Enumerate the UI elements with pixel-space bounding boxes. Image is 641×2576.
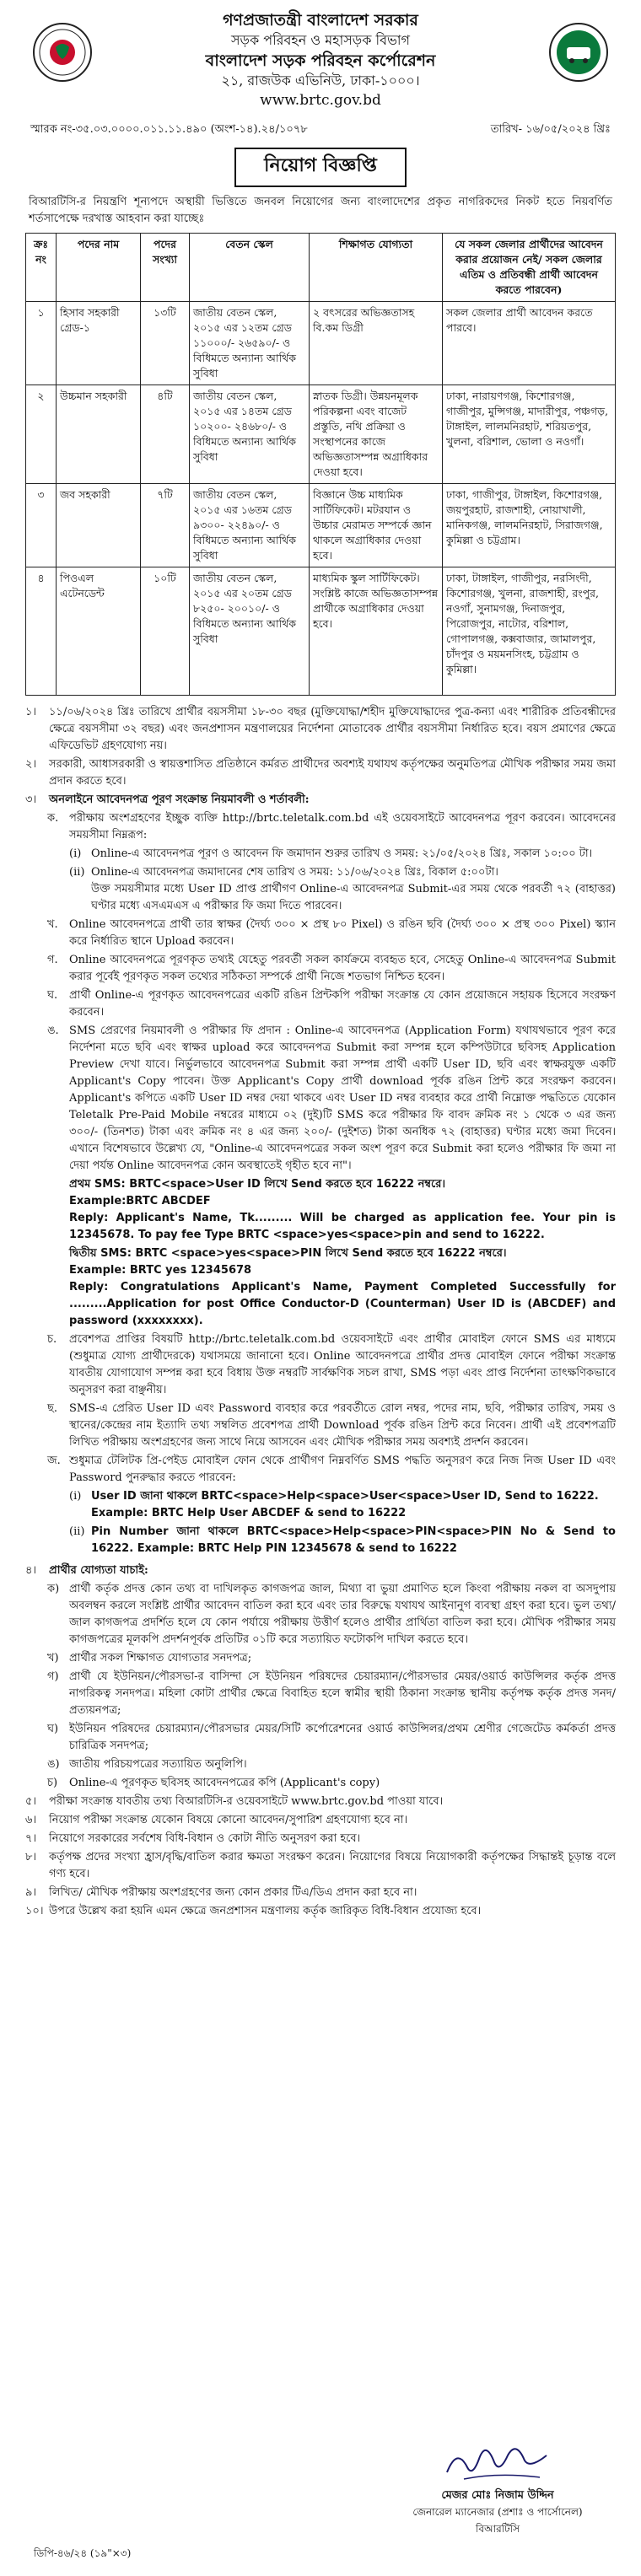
intro-text: বিআরটিসি-র নিয়ন্ত্রণি শূন্যপদে অস্থায়ী ভিত্তিতে জনবল নিয়োগের জন্য বাংলাদেশের প্রকৃত নাগরিকদের নিকট হতে নিয়বর্ণিত শর্তসাপেক্ষে দরখাস্ত আহবান করা যাচ্ছেঃ xyxy=(29,196,612,225)
cell-education: বিজ্ঞানে উচ্চ মাধ্যমিক সার্টিফিকেট। মটরযান ও উচ্চার মেরামত সম্পর্কে জ্ঞান থাকলে অগ্রাধিকার দেওয়া হবে। xyxy=(310,484,443,567)
eligibility-false-info: ক) প্রার্থী কর্তৃক প্রদত্ত কোন তথ্য বা দাখিলকৃত কাগজপত্র জাল, মিথ্যা বা ভুয়া প্রমাণিত হলে কিংবা পরীক্ষায় নকল বা অসদুপায় অবলম্বন করলে সংশ্লিষ্ট প্রার্থীর আবেদন বাতিল করা হবে এবং তার বিরুদ্ধে যথাযথ আইনানুগ ব্যবস্থা গ্রহণ করা হবে। ভুল তথ্য/জাল কাগজপত্র প্রদর্শিত হলে যে কোন পর্যায়ে পরীক্ষায় উত্তীর্ণ হলেও প্রার্থীর প্রার্থিতা বাতিল করা হবে। মৌখিক পরীক্ষার সময় কাগজপত্রের মূলকপি প্রদর্শনপূর্বক প্রতিটির ০১টি করে সত্যায়িত ফটোকপি দাখিল করতে হবে। xyxy=(47,1583,616,1646)
sms-second-instruction: দ্বিতীয় SMS: BRTC <space>yes<space>PIN লিখে Send করতে হবে 16222 নম্বরে। xyxy=(69,1247,507,1260)
eligibility-character: ঘ) ইউনিয়ন পরিষদের চেয়ারম্যান/পৌরসভার মেয়র/সিটি কর্পোরেশনের ওয়ার্ড কাউন্সিলর/প্রথম শ্রেণীর গেজেটেড কর্মকর্তা প্রদত্ত চারিত্রিক সনদপত্র; xyxy=(47,1723,616,1752)
cell-districts: ঢাকা, গাজীপুর, টাঙ্গাইল, কিশোরগঞ্জ, জয়পুরহাট, রাজশাহী, নোয়াখালী, মানিকগঞ্জ, লালমনিরহাট, সিরাজগঞ্জ, কুমিল্লা ও চট্টগ্রাম। xyxy=(443,484,616,567)
cell-sl: ১ xyxy=(26,302,57,385)
note-rules: ১০। উপরে উল্লেখ করা হয়নি এমন ক্ষেত্রে জনপ্রশাসন মন্ত্রণালয় কর্তৃক জারিকৃত বিধি-বিধান প্রযোজ্য হবে। xyxy=(25,1905,482,1917)
cell-districts: সকল জেলার প্রার্থী আবেদন করতে পারবে। xyxy=(443,302,616,385)
cell-scale: জাতীয় বেতন স্কেল, ২০১৫ এর ২০তম গ্রেড ৮২৫০- ২০০১০/- ও বিধিমতে অন্যান্য আর্থিক সুবিধা xyxy=(190,567,310,696)
note-fee-window: উক্ত সময়সীমার মধ্যে User ID প্রাপ্ত প্রার্থীগণ Online-এ আবেদনপত্র Submit-এর সময় থেকে পরবর্তী ৭২ (বাহাত্তর) ঘণ্টার মধ্যে এসএমএস এ পরীক্ষার ফি জমা দিতে পারবেন। xyxy=(91,883,616,912)
note-admit-card: চ. প্রবেশপত্র প্রাপ্তির বিষয়টি http://brtc.teletalk.com.bd ওয়েবসাইটে এবং প্রার্থীর মোবাইল ফোনে SMS এর মাধ্যমে (শুধুমাত্র যোগ্য প্রার্থীদেরকে) যথাসময়ে জানানো হবে। Online আবেদনপত্রে প্রার্থীর প্রদত্ত মোবাইল ফোনে পরীক্ষা সংক্রান্ত যাবতীয় যোগাযোগ সম্পন্ন করা হবে বিধায় উক্ত নম্বরটি সার্বক্ষণিক সচল রাখা, SMS পড়া এবং প্রাপ্ত নির্দেশনা তাৎক্ষণিকভাবে অনুসরণ করা বাঞ্ছনীয়। xyxy=(47,1333,616,1396)
note-quota: ৭। নিয়োগে সরকারের সর্বশেষ বিধি-বিধান ও কোটা নীতি অনুসরণ করা হবে। xyxy=(25,1832,361,1845)
eligibility-nid: ঙ) জাতীয় পরিচয়পত্রের সত্যায়িত অনুলিপি। xyxy=(47,1758,247,1771)
note-end-date: (ii) Online-এ আবেদনপত্র জমাদানের শেষ তারিখ ও সময়: ১১/০৬/২০২৪ খ্রিঃ, বিকাল ৫:০০টা। উক্ত সময়সীমার মধ্যে User ID প্রাপ্ত প্রার্থীগণ Online-এ আবেদনপত্র Submit-এর সময় থেকে পরবর্তী ৭২ (বাহাত্তর) ঘণ্টার মধ্যে এসএমএস এ পরীক্ষার ফি জমা দিতে পারবেন। xyxy=(69,866,616,912)
cell-count: ৪টি xyxy=(141,385,190,484)
col-header-scale: বেতন স্কেল xyxy=(190,234,310,302)
col-header-count: পদের সংখ্যা xyxy=(141,234,190,302)
sms-first xyxy=(47,1176,616,1244)
note-authority: ৮। কর্তৃপক্ষ প্রদের সংখ্যা হ্রাস/বৃদ্ধি/বাতিল করার ক্ষমতা সংরক্ষণ করেন। নিয়োগের বিষয়ে নিয়োগকারী কর্তৃপক্ষের সিদ্ধান্তই চূড়ান্ত বলে গণ্য হবে। xyxy=(25,1851,616,1880)
cell-post: উচ্চমান সহকারী xyxy=(57,385,141,484)
cell-education: স্নাতক ডিগ্রী। উন্নয়নমূলক পরিকল্পনা এবং বাজেট প্রস্তুতি, নথি প্রক্রিয়া ও সংস্থাপনের কাজে অভিজ্ঞতাসম্পন্ন অগ্রাধিকার দেওয়া হবে। xyxy=(310,385,443,484)
note-no-recommendation: ৬। নিয়োগ পরীক্ষা সংক্রান্ত যেকোন বিষয়ে কোনো আবেদন/সুপারিশ গ্রহণযোগ্য হবে না। xyxy=(25,1814,408,1826)
sms-first-instruction: প্রথম SMS: BRTC<space>User ID লিখে Send করতে হবে 16222 নম্বরে। xyxy=(69,1178,446,1191)
cell-education: ২ বৎসরের অভিজ্ঞতাসহ বি.কম ডিগ্রী xyxy=(310,302,443,385)
memo-row xyxy=(25,121,616,139)
header xyxy=(25,10,616,121)
org-address: ২১, রাজউক এভিনিউ, ঢাকা-১০০০। xyxy=(221,73,420,89)
memo-number: স্মারক নং-৩৫.০৩.০০০০.০১১.১১.৪৯০ (অংশ-১৪).২৪/১০৭৮ xyxy=(30,123,308,136)
memo-date: তারিখ- ১৬/০৫/২০২৪ খ্রিঃ xyxy=(490,123,611,136)
signatory-org: বিআরটিসি xyxy=(475,2523,520,2535)
cell-count: ১৩টি xyxy=(141,302,190,385)
notes-section xyxy=(25,704,616,1920)
cell-post: হিসাব সহকারী গ্রেড-১ xyxy=(57,302,141,385)
eligibility-certificates: খ) প্রার্থীর সকল শিক্ষাগত যোগ্যতার সনদপত্র; xyxy=(47,1652,252,1664)
note-no-ta-da: ৯। লিখিত/ মৌখিক পরীক্ষায় অংশগ্রহণের জন্য কোন প্রকার টিএ/ডিএ প্রদান করা হবে না। xyxy=(25,1886,417,1899)
col-header-districts: যে সকল জেলার প্রার্থীদের আবেদন করার প্রয়োজন নেই/ সকল জেলার এতিম ও প্রতিবন্ধী প্রার্থী আবেদন করতে পারবেন) xyxy=(443,234,616,302)
note-download-admit: ছ. SMS-এ প্রেরিত User ID এবং Password ব্যবহার করে পরবর্তীতে রোল নম্বর, পদের নাম, ছবি, পরীক্ষার তারিখ, সময় ও স্থানের/কেন্দ্রের নাম ইত্যাদি তথ্য সম্বলিত প্রবেশপত্র প্রার্থী Download পূর্বক রঙিন প্রিন্ট করে নিবেন। প্রার্থী এই প্রবেশপত্রটি লিখিত পরীক্ষায় অংশগ্রহণের জন্য সাথে নিয়ে আসবেন এবং মৌখিক পরীক্ষার সময় অবশ্যই প্রদর্শন করবেন। xyxy=(47,1402,616,1449)
footer-code: ডিপি-৪৬/২৪ (১৯"×৩) xyxy=(34,2547,132,2559)
signatory-name: মেজর মোঃ নিজাম উদ্দিন xyxy=(441,2489,554,2502)
table-row xyxy=(26,385,616,484)
sms-first-reply: Reply: Applicant's Name, Tk......... Will be charged as application fee. Your pin is 12345678. To pay fee Type BRTC <space>yes<space>pin and send to 16222. xyxy=(69,1212,616,1241)
posts-table xyxy=(25,233,616,696)
cell-scale: জাতীয় বেতন স্কেল, ২০১৫ এর ১৪তম গ্রেড ১০২০০- ২৪৬৮০/- ও বিধিমতে অন্যান্য আর্থিক সুবিধা xyxy=(190,385,310,484)
recover-pin: (ii) Pin Number জানা থাকলে BRTC<space>Help<space>PIN<space>PIN No & Send to 16222. Example: BRTC Help PIN 12345678 & send to 16222 xyxy=(69,1525,616,1555)
signature-icon xyxy=(439,2437,557,2487)
signature-block xyxy=(405,2437,590,2539)
table-row xyxy=(26,484,616,567)
cell-post: পিওএল এটেনডেন্ট xyxy=(57,567,141,696)
cell-post: জব সহকারী xyxy=(57,484,141,567)
note-recover-credentials: জ. শুধুমাত্র টেলিটক প্রি-পেইড মোবাইল ফোন থেকে প্রার্থীগণ নিম্নবর্ণিত SMS পদ্ধতি অনুসরণ করে নিজ নিজ User ID এবং Password পুনরুদ্ধার করতে পারবেন: xyxy=(47,1455,616,1484)
note-online-heading: ৩। অনলাইনে আবেদনপত্র পূরণ সংক্রান্ত নিয়মাবলী ও শর্তাবলী: xyxy=(25,793,310,806)
cell-districts: ঢাকা, নারায়ণগঞ্জ, কিশোরগঞ্জ, গাজীপুর, মুন্সিগঞ্জ, মাদারীপুর, পঞ্চগড়, টাঙ্গাইল, লালমনিরহাট, শরিয়তপুর, খুলনা, বরিশাল, ভোলা ও নওগাঁ। xyxy=(443,385,616,484)
ministry-name: সড়ক পরিবহন ও মহাসড়ক বিভাগ xyxy=(230,32,411,48)
sms-second-example: Example: BRTC yes 12345678 xyxy=(69,1264,252,1277)
note-end-date-text: Online-এ আবেদনপত্র জমাদানের শেষ তারিখ ও সময়: ১১/০৬/২০২৪ খ্রিঃ, বিকাল ৫:০০টা। xyxy=(91,866,498,879)
eligibility-applicant-copy: চ) Online-এ পূরণকৃত ছবিসহ আবেদনপত্রের কপি (Applicant's copy) xyxy=(47,1777,380,1789)
cell-sl: ২ xyxy=(26,385,57,484)
cell-sl: ৩ xyxy=(26,484,57,567)
note-age-limit: ১। ১১/০৬/২০২৪ খ্রিঃ তারিখে প্রার্থীর বয়সসীমা ১৮-৩০ বছর (মুক্তিযোদ্ধা/শহীদ মুক্তিযোদ্ধাদের পুত্র-কন্যা এবং শারীরিক প্রতিবন্ধীদের ক্ষেত্রে বয়সসীমা ৩২ বছর) এবং জনপ্রশাসন মন্ত্রণালয়ের নির্দেশনা মোতাবেক প্রার্থীর বয়সসীমা নির্ধারিত হবে। বয়স প্রমাণের ক্ষেত্রে এফিডেভিট গ্রহণযোগ্য নয়। xyxy=(25,706,616,752)
eligibility-citizenship: গ) প্রার্থী যে ইউনিয়ন/পৌরসভা-র বাসিন্দা সে ইউনিয়ন পরিষদের চেয়ারম্যান/পৌরসভার মেয়র/ওয়ার্ড কাউন্সিলর কর্তৃক প্রদত্ত নাগরিকত্ব সনদপত্র। মহিলা কোটা প্রার্থীর ক্ষেত্রে বিবাহিত হলে স্বামীর স্থায়ী ঠিকানা সংক্রান্ত স্থানীয় কর্তৃপক্ষ কর্তৃক প্রদত্ত সনদ/প্রত্যয়নপত্র; xyxy=(47,1670,616,1717)
col-header-education: শিক্ষাগত যোগ্যতা xyxy=(310,234,443,302)
note-verify-info: গ. Online আবেদনপত্রে পূরণকৃত তথ্যই যেহেতু পরবর্তী সকল কার্যক্রমে ব্যবহৃত হবে, সেহেতু Online-এ আবেদনপত্র Submit করার পূর্বেই পূরণকৃত সকল তথ্যের সঠিকতা সম্পর্কে প্রার্থী নিজে শতভাগ নিশ্চিত হবেন। xyxy=(47,954,616,983)
col-header-post: পদের নাম xyxy=(57,234,141,302)
note-photo-upload: খ. Online আবেদনপত্রে প্রার্থী তার স্বাক্ষর (দৈর্ঘ্য ৩০০ × প্রস্থ ৮০ Pixel) ও রঙিন ছবি (দৈর্ঘ্য ৩০০ × প্রস্থ ৩০০ Pixel) স্ক্যান করে নির্ধারিত স্থানে Upload করবেন। xyxy=(47,918,616,948)
table-row xyxy=(26,567,616,696)
govt-name: গণপ্রজাতন্ত্রী বাংলাদেশ সরকার xyxy=(223,11,418,30)
note-govt-employees: ২। সরকারী, আধাসরকারী ও স্বায়ত্তশাসিত প্রতিষ্ঠানে কর্মরত প্রার্থীদের অবশ্যই যথাযথ কর্তৃপক্ষের অনুমতিপত্র মৌখিক পরীক্ষার সময় জমা প্রদান করতে হবে। xyxy=(25,758,616,788)
org-name: বাংলাদেশ সড়ক পরিবহন কর্পোরেশন xyxy=(205,51,436,70)
note-start-date: (i) Online-এ আবেদনপত্র পূরণ ও আবেদন ফি জমাদান শুরুর তারিখ ও সময়: ২১/০৫/২০২৪ খ্রিঃ, সকাল ১০:০০ টা। xyxy=(69,847,593,860)
col-header-sl: ক্রঃ নং xyxy=(26,234,57,302)
cell-education: মাধ্যমিক স্কুল সার্টিফিকেট। সংশ্লিষ্ট কাজে অভিজ্ঞতাসম্পন্ন প্রার্থীকে অগ্রাধিকার দেওয়া হবে। xyxy=(310,567,443,696)
note-apply-website: ক. পরীক্ষায় অংশগ্রহণের ইচ্ছুক ব্যক্তি http://brtc.teletalk.com.bd এই ওয়েবসাইটে আবেদনপত্র পূরণ করবেন। আবেদনের সময়সীমা নিম্নরূপ: xyxy=(47,812,616,842)
note-eligibility-heading: ৪। প্রার্থীর যোগ্যতা যাচাই: xyxy=(25,1564,148,1577)
cell-districts: ঢাকা, টাঙ্গাইল, গাজীপুর, নরসিংদী, কিশোরগঞ্জ, খুলনা, রাজশাহী, রংপুর, নওগাঁ, সুনামগঞ্জ, দিনাজপুর, পিরোজপুর, নাটোর, বরিশাল, গোপালগঞ্জ, কক্সবাজার, জামালপুর, চাঁদপুর ও ময়মনসিংহ, চট্টগ্রাম ও কুমিল্লা। xyxy=(443,567,616,696)
cell-scale: জাতীয় বেতন স্কেল, ২০১৫ এর ১৬তম গ্রেড ৯৩০০- ২২৪৯০/- ও বিধিমতে অন্যান্য আর্থিক সুবিধা xyxy=(190,484,310,567)
cell-count: ৭টি xyxy=(141,484,190,567)
sms-second-reply: Reply: Congratulations Applicant's Name, Payment Completed Successfully for .........Application for post Office Conductor-D (Counterman) User ID is (ABCDEF) and password (xxxxxxxx). xyxy=(69,1281,616,1327)
note-website-info: ৫। পরীক্ষা সংক্রান্ত যাবতীয় তথ্য বিআরটিসি-র ওয়েবসাইটে www.brtc.gov.bd পাওয়া যাবে। xyxy=(25,1795,444,1808)
table-header-row xyxy=(26,234,616,302)
sms-second xyxy=(47,1245,616,1330)
note-sms-fee: ঙ. SMS প্রেরণের নিয়মাবলী ও পরীক্ষার ফি প্রদান : Online-এ আবেদনপত্র (Application Form) যথাযথভাবে পূরণ করে নির্দেশনা মতে ছবি এবং স্বাক্ষর upload করে আবেদনপত্র Submit করা সম্পন্ন হলে কম্পিউটারে ছবিসহ Application Preview দেখা যাবে। নির্ভুলভাবে আবেদনপত্র Submit করা সম্পন্ন প্রার্থী একটি User ID, ছবি এবং স্বাক্ষরযুক্ত একটি Applicant's Copy পাবেন। উক্ত Applicant's Copy প্রার্থী download পূর্বক রঙিন প্রিন্ট করে সংরক্ষণ করবেন। Applicant's কপিতে একটি User ID নম্বর দেয়া থাকবে এবং User ID নম্বর ব্যবহার করে প্রার্থী নিম্নোক্ত পদ্ধতিতে যেকোন Teletalk Pre-Paid Mobile নম্বরের মাধ্যমে ০২ (দুই)টি SMS করে পরীক্ষার ফি বাবদ ক্রমিক নং ১ থেকে ৩ এর জন্য ৩০০/- (তিনশত) টাকা এবং ক্রমিক নং ৪ এর জন্য ২০০/- (দুইশত) টাকা অনধিক ৭২ (বাহাত্তর) ঘণ্টার মধ্যে জমা দিবেন। এখানে বিশেষভাবে উল্লেখ্য যে, "Online-এ আবেদনপত্রের সকল অংশ পূরণ করে Submit করা হলেও পরীক্ষার ফি জমা না দেয়া পর্যন্ত Online আবেদনপত্র কোন অবস্থাতেই গৃহীত হবে না"। xyxy=(47,1024,616,1172)
notice-title: নিয়োগ বিজ্ঞপ্তি xyxy=(234,148,407,187)
note-print-copy: ঘ. প্রার্থী Online-এ পূরণকৃত আবেদনপত্রের একটি রঙিন প্রিন্টকপি পরীক্ষা সংক্রান্ত যে কোন প্রয়োজনে সহায়ক হিসেবে সংরক্ষণ করবেন। xyxy=(47,989,616,1019)
cell-scale: জাতীয় বেতন স্কেল, ২০১৫ এর ১২তম গ্রেড ১১০০০/- ২৬৫৯০/- ও বিধিমতে অন্যান্য আর্থিক সুবিধা xyxy=(190,302,310,385)
brtc-logo-icon xyxy=(548,22,609,83)
signatory-designation: জেনারেল ম্যানেজার (প্রশাঃ ও পার্সোনেল) xyxy=(412,2506,583,2518)
table-row xyxy=(26,302,616,385)
sms-first-example: Example:BRTC ABCDEF xyxy=(69,1195,211,1207)
recover-user-id: (i) User ID জানা থাকলে BRTC<space>Help<space>User<space>User ID, Send to 16222. Example: BRTC Help User ABCDEF & send to 16222 xyxy=(69,1490,599,1519)
cell-sl: ৪ xyxy=(26,567,57,696)
org-website[interactable]: www.brtc.gov.bd xyxy=(260,92,381,109)
bangladesh-govt-seal-icon xyxy=(32,22,93,83)
cell-count: ১০টি xyxy=(141,567,190,696)
